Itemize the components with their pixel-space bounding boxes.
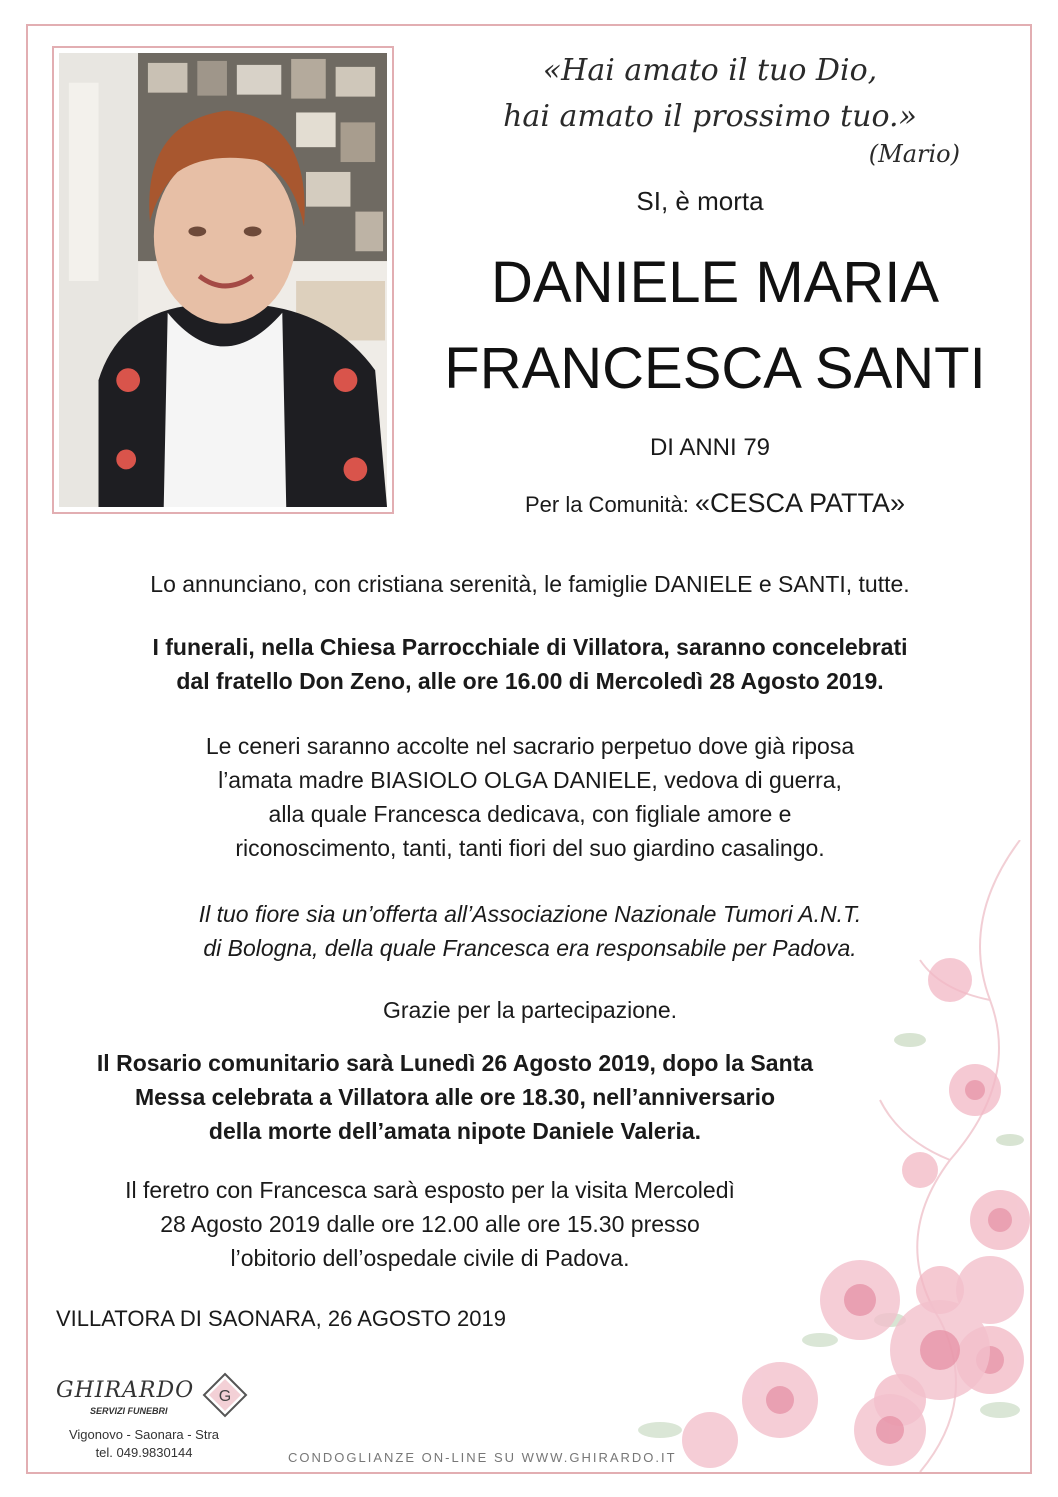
deceased-name-line-1: DANIELE MARIA	[491, 250, 939, 315]
nickname: «CESCA PATTA»	[694, 488, 906, 518]
phone-line: tel. 049.9830144	[95, 1445, 193, 1460]
logo-name: GHIRARDO	[56, 1378, 195, 1403]
quote-line-2: hai amato il prossimo tuo.»	[503, 99, 917, 134]
offering-line: Il tuo fiore sia un’offerta all’Associazione Nazionale Tumori A.N.T.	[198, 901, 862, 927]
ashes-line: Le ceneri saranno accolte nel sacrario perpetuo dove già riposa	[205, 733, 855, 759]
rosary-line: della morte dell’amata nipote Daniele Valeria.	[208, 1118, 702, 1144]
rosary-line: Il Rosario comunitario sarà Lunedì 26 Agosto 2019, dopo la Santa	[96, 1050, 814, 1076]
portrait-illustration	[59, 53, 387, 507]
funeral-line: I funerali, nella Chiesa Parrocchiale di Villatora, saranno concelebrati	[152, 634, 908, 660]
funeral-line: dal fratello Don Zeno, alle ore 16.00 di Mercoledì 28 Agosto 2019.	[176, 668, 884, 694]
logo-mark-letter: G	[218, 1388, 232, 1405]
deceased-name-line-2: FRANCESCA SANTI	[444, 336, 986, 401]
deceased-name	[410, 240, 1020, 412]
quote-line-1: «Hai amato il tuo Dio,	[542, 53, 878, 88]
rosary-line: Messa celebrata a Villatora alle ore 18.30, nell’anniversario	[134, 1084, 776, 1110]
quote	[460, 48, 960, 140]
logo-subtitle: SERVIZI FUNEBRI	[90, 1406, 168, 1416]
logo-diamond-icon	[202, 1372, 248, 1418]
ashes-line: l’amata madre BIASIOLO OLGA DANIELE, vedova di guerra,	[218, 767, 842, 793]
offering-paragraph	[90, 897, 970, 965]
funeral-home-address	[54, 1426, 234, 1462]
viewing-line: 28 Agosto 2019 dalle ore 12.00 alle ore 15.30 presso	[160, 1211, 700, 1237]
community-nickname	[450, 488, 980, 519]
announcement-paragraph: Lo annunciano, con cristiana serenità, le famiglie DANIELE e SANTI, tutte.	[150, 571, 910, 597]
ghirardo-logo	[56, 1372, 256, 1422]
thanks-text: Grazie per la partecipazione.	[382, 997, 678, 1023]
age-text: DI ANNI 79	[649, 434, 771, 461]
community-label: Per la Comunità:	[524, 492, 689, 517]
offering-line: di Bologna, della quale Francesca era responsabile per Padova.	[203, 935, 857, 961]
footer-condolences: CONDOGLIANZE ON-LINE SU WWW.GHIRARDO.IT	[288, 1450, 677, 1465]
ashes-line: alla quale Francesca dedicava, con figliale amore e	[268, 801, 792, 827]
viewing-line: l’obitorio dell’ospedale civile di Padova.	[230, 1245, 630, 1271]
address-line: Vigonovo - Saonara - Stra	[68, 1427, 220, 1442]
quote-author: (Mario)	[868, 140, 960, 168]
portrait-photo	[52, 46, 394, 514]
viewing-paragraph	[30, 1173, 830, 1275]
viewing-line: Il feretro con Francesca sarà esposto per la visita Mercoledì	[125, 1177, 735, 1203]
ashes-line: riconoscimento, tanti, tanti fiori del suo giardino casalingo.	[235, 835, 825, 861]
place-date: VILLATORA DI SAONARA, 26 AGOSTO 2019	[56, 1306, 506, 1331]
lead-text: SI, è morta	[636, 186, 764, 216]
rosary-paragraph	[30, 1046, 880, 1148]
funeral-paragraph	[40, 630, 1020, 698]
